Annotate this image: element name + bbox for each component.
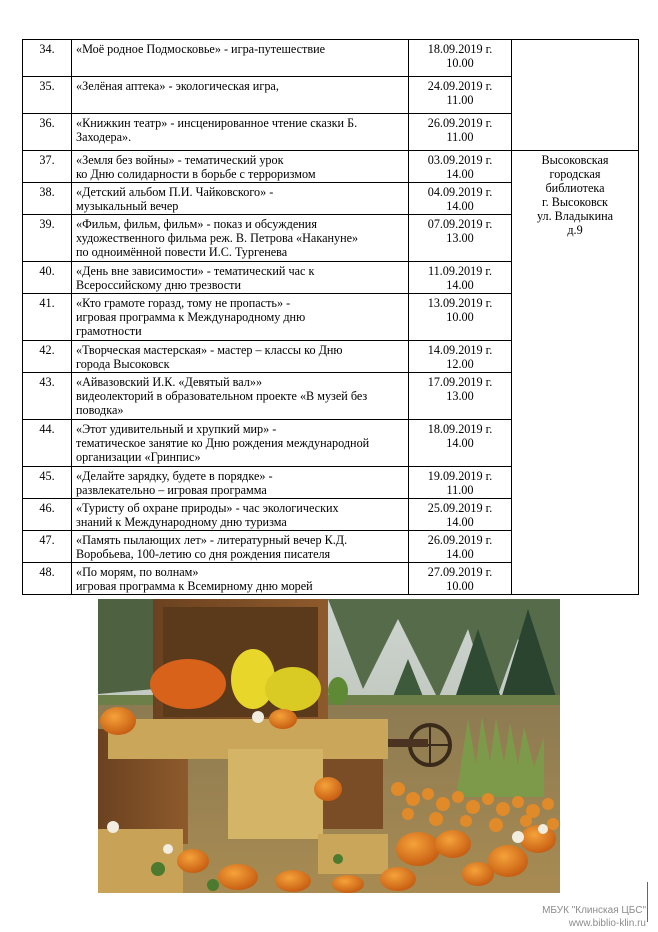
table-row — [23, 40, 639, 77]
event-date: 24.09.2019 г. 11.00 — [409, 77, 512, 114]
event-title: «Айвазовский И.К. «Девятый вал»» видеолекторий в образовательном проекте «В музей без поводка» — [72, 373, 409, 420]
row-number: 40. — [23, 262, 72, 294]
event-location — [512, 40, 639, 151]
event-date: 25.09.2019 г. 14.00 — [409, 499, 512, 531]
event-date: 27.09.2019 г. 10.00 — [409, 563, 512, 595]
event-date: 07.09.2019 г. 13.00 — [409, 215, 512, 262]
event-title: «Зелёная аптека» - экологическая игра, — [72, 77, 409, 114]
event-date: 13.09.2019 г. 10.00 — [409, 294, 512, 341]
table-row — [23, 151, 639, 183]
event-date: 18.09.2019 г. 14.00 — [409, 420, 512, 467]
row-number: 39. — [23, 215, 72, 262]
event-date: 17.09.2019 г. 13.00 — [409, 373, 512, 420]
event-date: 03.09.2019 г. 14.00 — [409, 151, 512, 183]
event-title: «Этот удивительный и хрупкий мир» - тематическое занятие ко Дню рождения международной организации «Гринпис» — [72, 420, 409, 467]
row-number: 44. — [23, 420, 72, 467]
row-number: 43. — [23, 373, 72, 420]
event-date: 11.09.2019 г. 14.00 — [409, 262, 512, 294]
row-number: 45. — [23, 467, 72, 499]
row-number: 48. — [23, 563, 72, 595]
event-title: «Земля без войны» - тематический урок ко Дню солидарности в борьбе с терроризмом — [72, 151, 409, 183]
event-date: 26.09.2019 г. 14.00 — [409, 531, 512, 563]
row-number: 42. — [23, 341, 72, 373]
event-title: «Моё родное Подмосковье» - игра-путешествие — [72, 40, 409, 77]
footer-website: www.biblio-klin.ru — [568, 918, 646, 929]
event-date: 19.09.2019 г. 11.00 — [409, 467, 512, 499]
event-title: «По морям, по волнам» игровая программа к Всемирному дню морей — [72, 563, 409, 595]
footer-divider — [647, 882, 648, 922]
event-title: «Детский альбом П.И. Чайковского» - музыкальный вечер — [72, 183, 409, 215]
events-table-body — [23, 40, 639, 595]
autumn-harvest-photo — [98, 599, 560, 893]
event-title: «Творческая мастерская» - мастер – классы ко Дню города Высоковск — [72, 341, 409, 373]
event-date: 14.09.2019 г. 12.00 — [409, 341, 512, 373]
event-title: «Туристу об охране природы» - час экологических знаний к Международному дню туризма — [72, 499, 409, 531]
row-number: 34. — [23, 40, 72, 77]
events-table — [22, 39, 639, 595]
footer — [542, 904, 646, 930]
event-title: «Кто грамоте горазд, тому не пропасть» - игровая программа к Международному дню грамотности — [72, 294, 409, 341]
event-title: «Книжкин театр» - инсценированное чтение сказки Б. Заходера». — [72, 114, 409, 151]
row-number: 47. — [23, 531, 72, 563]
row-number: 46. — [23, 499, 72, 531]
event-title: «Память пылающих лет» - литературный вечер К.Д. Воробьева, 100-летию со дня рождения писателя — [72, 531, 409, 563]
event-title: «День вне зависимости» - тематический час к Всероссийскому дню трезвости — [72, 262, 409, 294]
event-date: 18.09.2019 г. 10.00 — [409, 40, 512, 77]
row-number: 35. — [23, 77, 72, 114]
event-title: «Делайте зарядку, будете в порядке» - развлекательно – игровая программа — [72, 467, 409, 499]
row-number: 36. — [23, 114, 72, 151]
row-number: 38. — [23, 183, 72, 215]
event-date: 04.09.2019 г. 14.00 — [409, 183, 512, 215]
footer-organization: МБУК "Клинская ЦБС" — [542, 905, 646, 916]
event-date: 26.09.2019 г. 11.00 — [409, 114, 512, 151]
event-location: Высоковская городская библиотека г. Высоковск ул. Владыкина д.9 — [512, 151, 639, 595]
row-number: 37. — [23, 151, 72, 183]
event-title: «Фильм, фильм, фильм» - показ и обсуждения художественного фильма реж. В. Петрова «Накануне» по одноимённой повести И.С. Тургенева — [72, 215, 409, 262]
row-number: 41. — [23, 294, 72, 341]
